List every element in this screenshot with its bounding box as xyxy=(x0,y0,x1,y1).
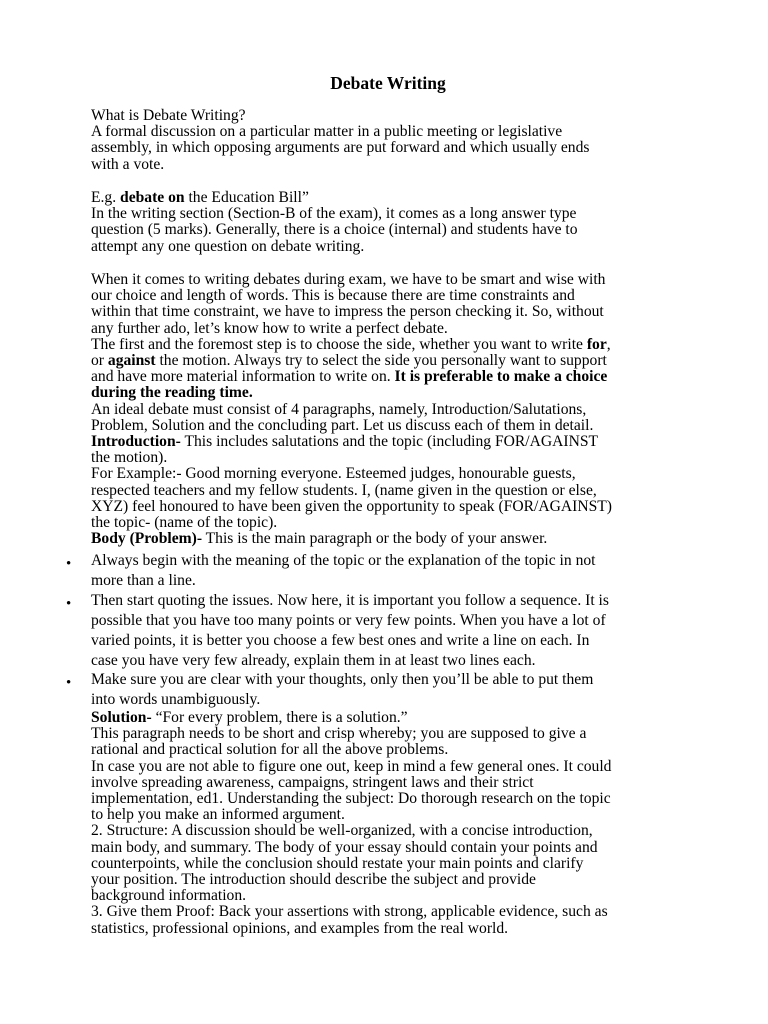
text-line: varied points, it is better you choose a few best ones and write a line on each. In xyxy=(91,632,590,649)
text-line: possible that you have too many points or very few points. When you have a lot of xyxy=(91,612,606,629)
text-line: attempt any one question on debate writing. xyxy=(91,237,365,255)
text-line: your position. The introduction should describe the subject and provide xyxy=(91,871,536,889)
text-line: implementation, ed1. Understanding the subject: Do thorough research on the topic xyxy=(91,790,611,808)
text-span: or xyxy=(91,352,108,370)
text-line: An ideal debate must consist of 4 paragraphs, namely, Introduction/Salutations, xyxy=(91,400,587,418)
text-line: within that time constraint, we have to impress the person checking it. So, without xyxy=(91,303,604,321)
text-line xyxy=(91,369,691,385)
text-line xyxy=(91,434,691,450)
text-line: assembly, in which opposing arguments are put forward and which usually ends xyxy=(91,139,590,157)
text-line: to help you make an informed argument. xyxy=(91,806,345,824)
text-line: statistics, professional opinions, and examples from the real world. xyxy=(91,919,509,937)
text-line: In the writing section (Section-B of the exam), it comes as a long answer type xyxy=(91,205,577,223)
bold-text: Body (Problem)- xyxy=(91,530,203,548)
text-line xyxy=(91,337,691,353)
bullet-icon: • xyxy=(66,675,72,691)
bullet-icon: • xyxy=(66,596,72,612)
text-span: The first and the foremost step is to choose the side, whether you want to write xyxy=(91,335,587,353)
text-line: Always begin with the meaning of the topic or the explanation of the topic in not xyxy=(91,552,596,569)
text-line: the topic- (name of the topic). xyxy=(91,514,278,532)
text-span: “For every problem, there is a solution.” xyxy=(151,709,408,726)
text-line xyxy=(91,710,691,726)
text-line: For Example:- Good morning everyone. Esteemed judges, honourable guests, xyxy=(91,465,576,483)
text-span: the motion. Always try to select the side you personally want to support xyxy=(155,352,607,370)
text-line: A formal discussion on a particular matter in a public meeting or legislative xyxy=(91,123,563,141)
text-line: with a vote. xyxy=(91,155,165,173)
example-block xyxy=(91,190,691,255)
text-span: This includes salutations and the topic (including FOR/AGAINST xyxy=(180,433,599,451)
text-span: , xyxy=(606,335,611,353)
text-line: main body, and summary. The body of your essay should contain your points and xyxy=(91,838,598,856)
text-line: background information. xyxy=(91,887,247,905)
bullet-item xyxy=(91,591,691,671)
text-line xyxy=(91,353,691,369)
text-line xyxy=(91,531,691,547)
text-line: 3. Give them Proof: Back your assertions with strong, applicable evidence, such as xyxy=(91,903,608,921)
guidance-block xyxy=(91,272,691,547)
bold-text: for xyxy=(586,335,607,353)
text-line: counterpoints, while the conclusion should restate your main points and clarify xyxy=(91,854,584,872)
text-line: rational and practical solution for all the above problems. xyxy=(91,741,449,759)
bold-text: Solution- xyxy=(91,709,152,726)
text-span: and have more material information to write on. xyxy=(91,368,395,386)
text-line: involve spreading awareness, campaigns, stringent laws and their strict xyxy=(91,773,534,791)
text-line: case you have very few already, explain them in at least two lines each. xyxy=(91,652,536,669)
text-line: Make sure you are clear with your thoughts, only then you’ll be able to put them xyxy=(91,671,594,688)
text-line: respected teachers and my fellow students. I, (name given in the question or else, xyxy=(91,481,597,499)
text-line: In case you are not able to figure one out, keep in mind a few general ones. It could xyxy=(91,757,612,775)
text-line: our choice and length of words. This is because there are time constraints and xyxy=(91,287,575,305)
text-line: any further ado, let’s know how to write a perfect debate. xyxy=(91,319,448,337)
text-line: Problem, Solution and the concluding part. Let us discuss each of them in detail. xyxy=(91,416,594,434)
bullet-icon: • xyxy=(66,556,72,572)
text-line: XYZ) feel honoured to have been given the opportunity to speak (FOR/AGAINST) xyxy=(91,497,612,515)
bold-text: against xyxy=(107,352,156,370)
text-line: into words unambiguously. xyxy=(91,691,261,708)
text-span: E.g. xyxy=(91,189,121,206)
text-span: This is the main paragraph or the body of your answer. xyxy=(202,530,548,548)
text-span: the Education Bill” xyxy=(184,189,309,206)
solution-block xyxy=(91,710,691,937)
bold-text: during the reading time. xyxy=(91,384,253,402)
text-line: What is Debate Writing? xyxy=(91,107,246,124)
bold-text: It is preferable to make a choice xyxy=(394,368,608,386)
text-line xyxy=(91,385,691,401)
definition-block xyxy=(91,108,691,173)
bullet-item xyxy=(91,670,691,710)
text-line: This paragraph needs to be short and crisp whereby; you are supposed to give a xyxy=(91,725,587,743)
text-line xyxy=(91,190,691,206)
text-line: 2. Structure: A discussion should be well-organized, with a concise introduction, xyxy=(91,822,593,840)
text-line: more than a line. xyxy=(91,572,196,589)
text-line: When it comes to writing debates during exam, we have to be smart and wise with xyxy=(91,271,606,288)
text-line: Then start quoting the issues. Now here, it is important you follow a sequence. It is xyxy=(91,592,609,609)
bullet-item xyxy=(91,551,691,591)
text-line: the motion). xyxy=(91,449,168,467)
page-title: Debate Writing xyxy=(330,73,446,93)
bold-text: Introduction- xyxy=(91,433,181,451)
bold-text: debate on xyxy=(120,189,185,206)
text-line: question (5 marks). Generally, there is a choice (internal) and students have to xyxy=(91,221,578,239)
